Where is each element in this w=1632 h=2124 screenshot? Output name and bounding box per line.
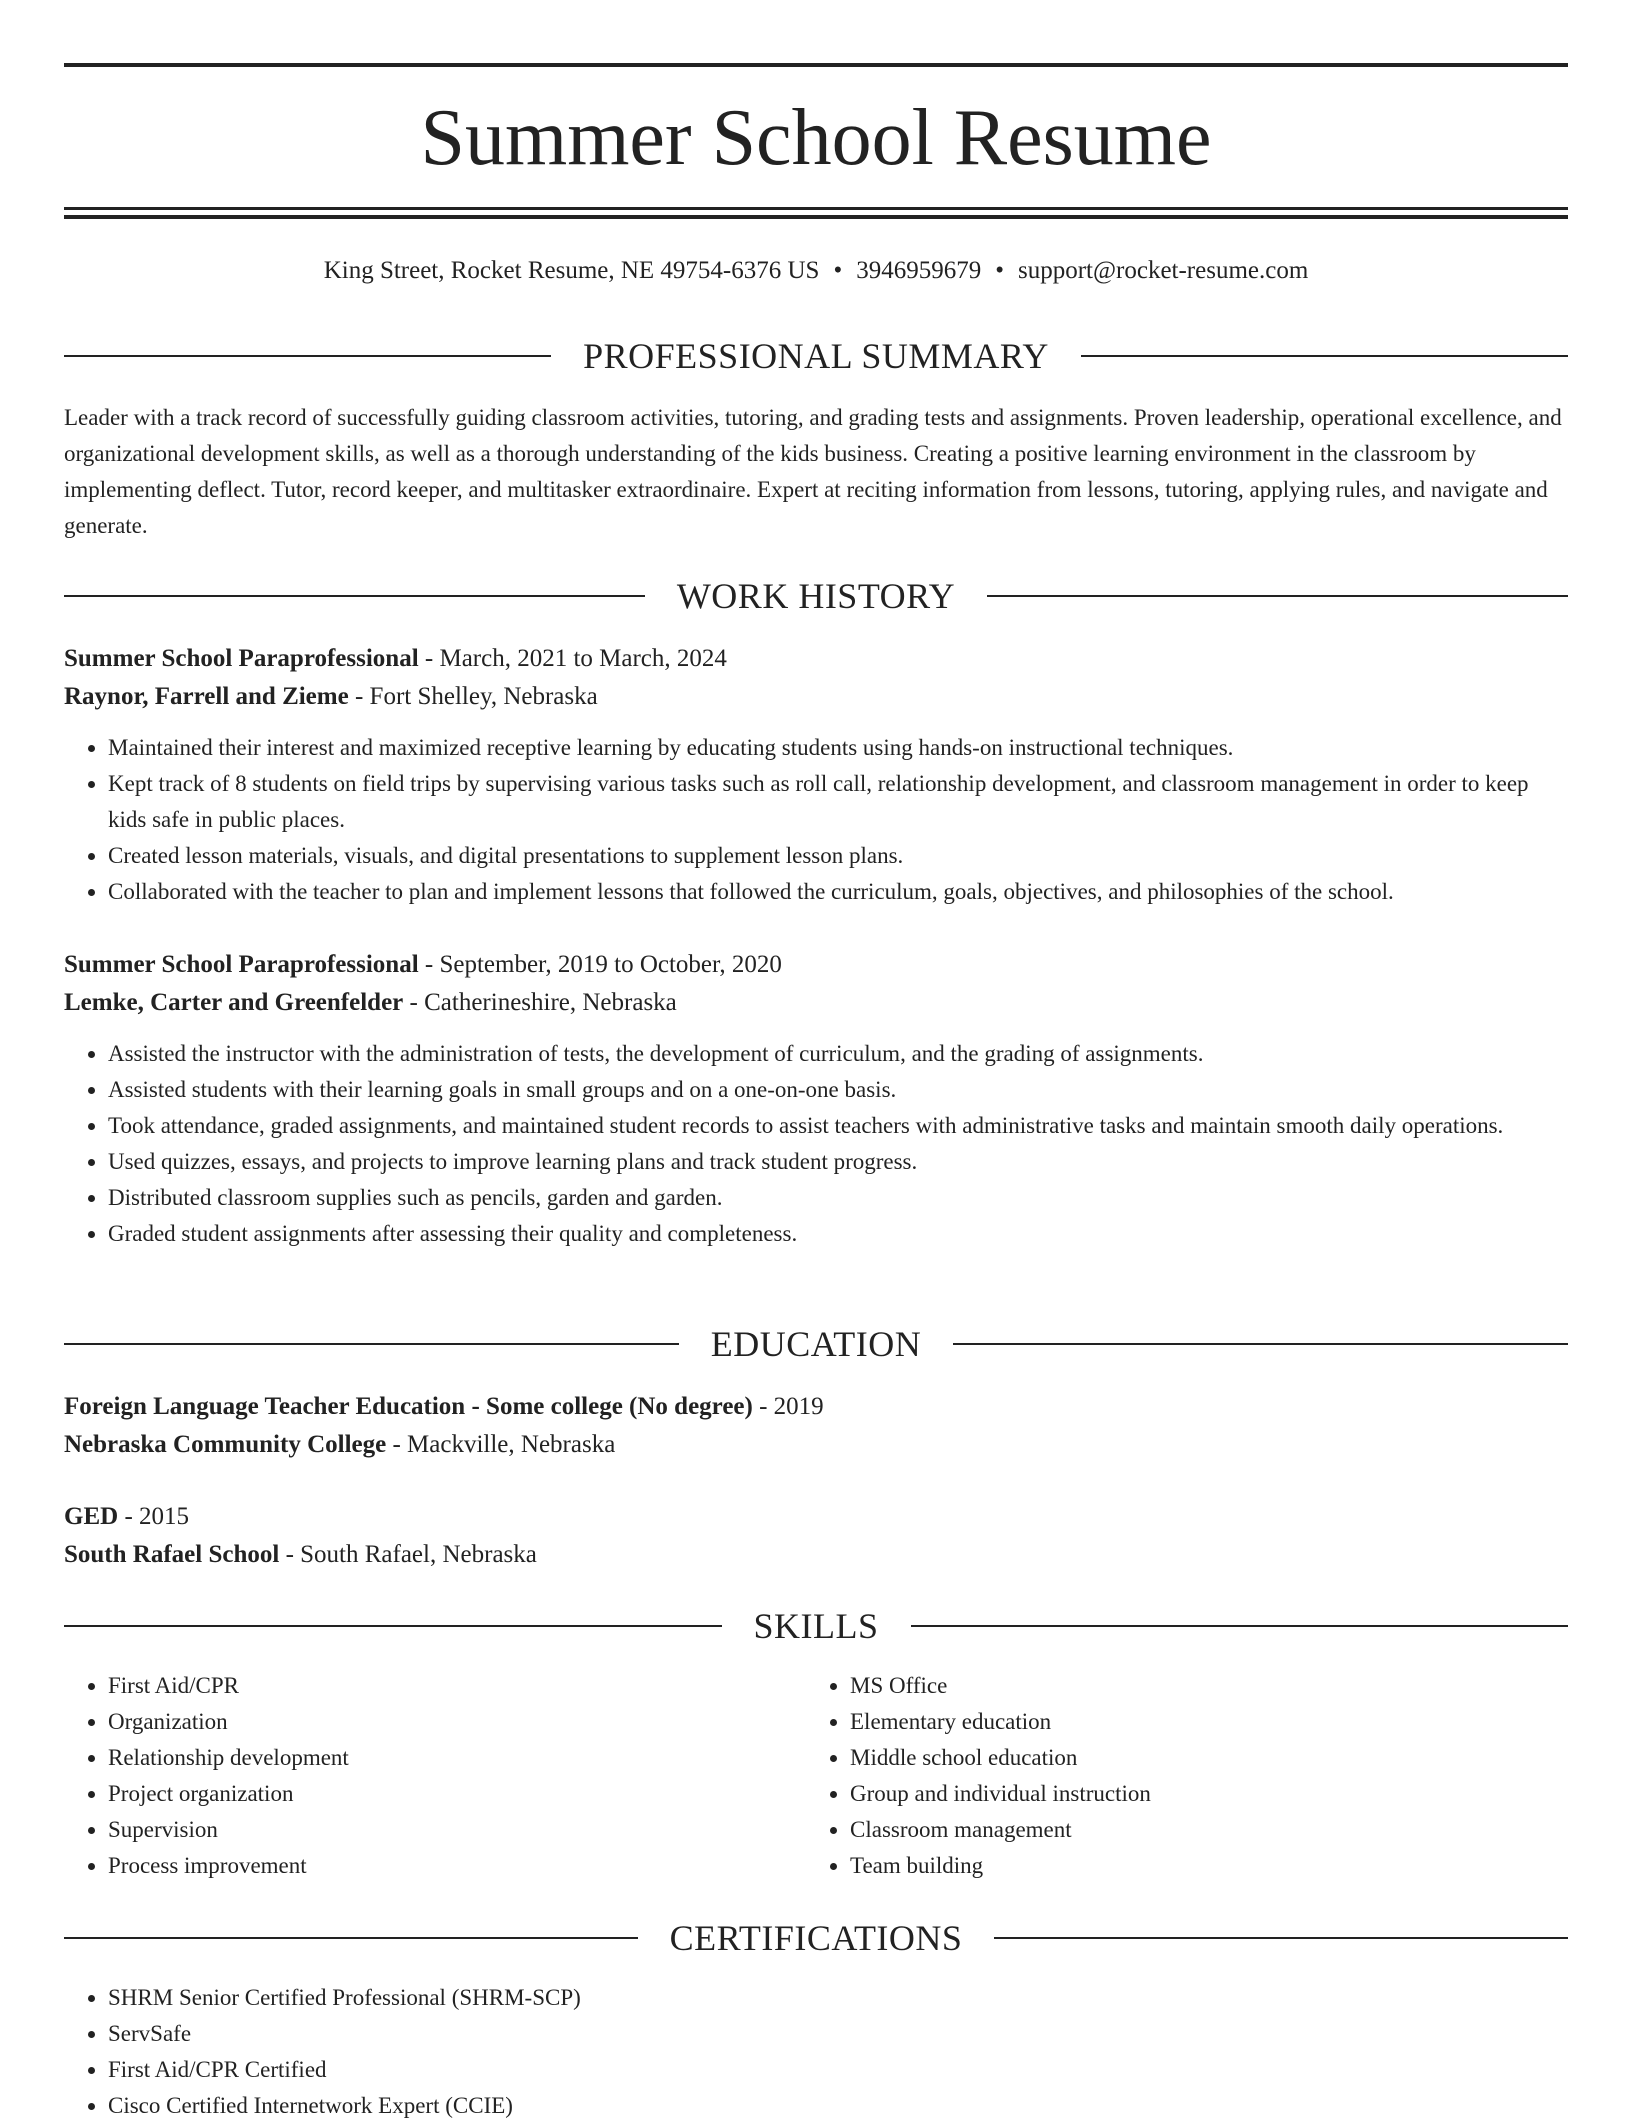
heading-rule — [953, 1343, 1568, 1345]
skills-heading — [64, 1604, 1568, 1648]
list-item: • Maintained their interest and maximized receptive learning by educating students using hands-on instructional techniques. — [108, 730, 1568, 766]
certifications-block — [64, 1980, 1568, 2124]
skill-item: • Group and individual instruction — [850, 1776, 1548, 1812]
section-title: EDUCATION — [710, 1324, 922, 1364]
separator-dot: • — [833, 257, 843, 284]
skill-item: • Organization — [108, 1704, 806, 1740]
school-line — [64, 1426, 1568, 1464]
school-name: South Rafael School — [64, 1541, 280, 1568]
education-entry — [64, 1498, 1568, 1574]
summary-heading — [64, 334, 1568, 378]
title-rule-lower — [64, 215, 1568, 219]
skills-columns — [64, 1668, 1568, 1884]
heading-rule — [994, 1937, 1568, 1939]
degree-year: - 2015 — [118, 1503, 190, 1530]
skill-item: • MS Office — [850, 1668, 1548, 1704]
employer-line — [64, 984, 1568, 1022]
section-title: SKILLS — [753, 1606, 879, 1646]
skill-item: • Project organization — [108, 1776, 806, 1812]
section-title: WORK HISTORY — [676, 576, 956, 616]
education-heading — [64, 1322, 1568, 1366]
heading-rule — [64, 355, 551, 357]
resume-title: Summer School Resume — [420, 94, 1212, 182]
job-entry — [64, 946, 1568, 1252]
heading-rule — [987, 595, 1568, 597]
title-rule-upper — [64, 207, 1568, 210]
list-item: • Distributed classroom supplies such as pencils, garden and garden. — [108, 1180, 1568, 1216]
job-title-line — [64, 946, 1568, 984]
certification-item: • ServSafe — [108, 2016, 1568, 2052]
skill-item: • Elementary education — [850, 1704, 1548, 1740]
contact-line — [64, 253, 1568, 289]
heading-rule — [1081, 355, 1568, 357]
employer-name: Lemke, Carter and Greenfelder — [64, 989, 404, 1016]
employer-name: Raynor, Farrell and Zieme — [64, 683, 349, 710]
heading-rule — [64, 1343, 679, 1345]
list-item: • Assisted students with their learning goals in small groups and on a one-on-one basis. — [108, 1072, 1568, 1108]
contact-address: King Street, Rocket Resume, NE 49754-6376 US — [323, 257, 820, 284]
job-dates: - September, 2019 to October, 2020 — [418, 951, 782, 978]
certification-item: • SHRM Senior Certified Professional (SHRM-SCP) — [108, 1980, 1568, 2016]
list-item: • Used quizzes, essays, and projects to improve learning plans and track student progress. — [108, 1144, 1568, 1180]
list-item: • Assisted the instructor with the administration of tests, the development of curriculum, and the grading of assignments. — [108, 1036, 1568, 1072]
certifications-list — [64, 1980, 1568, 2124]
school-name: Nebraska Community College — [64, 1431, 387, 1458]
job-bullets — [64, 1036, 1568, 1252]
education-entry — [64, 1388, 1568, 1464]
school-line — [64, 1536, 1568, 1574]
certifications-heading — [64, 1916, 1568, 1960]
heading-rule — [64, 1937, 638, 1939]
heading-rule — [64, 1625, 722, 1627]
skill-item: • Process improvement — [108, 1848, 806, 1884]
school-location: - Mackville, Nebraska — [386, 1431, 616, 1458]
skill-item: • Supervision — [108, 1812, 806, 1848]
section-title: PROFESSIONAL SUMMARY — [583, 336, 1049, 376]
job-bullets — [64, 730, 1568, 910]
section-title: CERTIFICATIONS — [669, 1918, 963, 1958]
employer-location: - Catherineshire, Nebraska — [403, 989, 677, 1016]
list-item: • Kept track of 8 students on field trips by supervising various tasks such as roll call, relationship development, and classroom management in order to keep kids safe in public places. — [108, 766, 1568, 838]
certification-item: • Cisco Certified Internetwork Expert (CCIE) — [108, 2088, 1568, 2124]
skill-item: • Team building — [850, 1848, 1548, 1884]
skill-item: • Relationship development — [108, 1740, 806, 1776]
degree-line — [64, 1498, 1568, 1536]
degree-year: - 2019 — [752, 1393, 824, 1420]
separator-dot: • — [995, 257, 1004, 284]
skill-item: • Middle school education — [850, 1740, 1548, 1776]
job-entry — [64, 640, 1568, 910]
summary-text: Leader with a track record of successfully guiding classroom activities, tutoring, and grading tests and assignments. Proven leadership, operational excellence, and organizational development skills, as well as a thorough understanding of the kids business. Creating a positive learning environment in the classroom by implementing deflect. Tutor, record keeper, and multitasker extraordinaire. Expert at reciting information from lessons, tutoring, applying rules, and navigate and generate. — [64, 405, 1562, 538]
degree-name: GED — [64, 1503, 119, 1530]
employer-location: - Fort Shelley, Nebraska — [348, 683, 598, 710]
list-item: • Took attendance, graded assignments, and maintained student records to assist teachers with administrative tasks and maintain smooth daily operations. — [108, 1108, 1568, 1144]
contact-email: support@rocket-resume.com — [1018, 257, 1309, 284]
list-item: • Collaborated with the teacher to plan and implement lessons that followed the curriculum, goals, objectives, and philosophies of the school. — [108, 874, 1568, 910]
skills-list-right — [806, 1668, 1548, 1884]
skills-list-left — [64, 1668, 806, 1884]
skill-item: • Classroom management — [850, 1812, 1548, 1848]
list-item: • Created lesson materials, visuals, and digital presentations to supplement lesson plans. — [108, 838, 1568, 874]
employer-line — [64, 678, 1568, 716]
contact-phone: 3946959679 — [856, 257, 982, 284]
school-location: - South Rafael, Nebraska — [279, 1541, 537, 1568]
work-heading — [64, 574, 1568, 618]
top-rule — [64, 63, 1568, 67]
job-title: Summer School Paraprofessional — [64, 951, 419, 978]
degree-name: Foreign Language Teacher Education - Some college (No degree) — [64, 1393, 753, 1420]
certification-item: • First Aid/CPR Certified — [108, 2052, 1568, 2088]
job-title: Summer School Paraprofessional — [64, 645, 419, 672]
skill-item: • First Aid/CPR — [108, 1668, 806, 1704]
job-dates: - March, 2021 to March, 2024 — [418, 645, 727, 672]
heading-rule — [911, 1625, 1569, 1627]
degree-line — [64, 1388, 1568, 1426]
heading-rule — [64, 595, 645, 597]
list-item: • Graded student assignments after assessing their quality and completeness. — [108, 1216, 1568, 1252]
job-title-line — [64, 640, 1568, 678]
